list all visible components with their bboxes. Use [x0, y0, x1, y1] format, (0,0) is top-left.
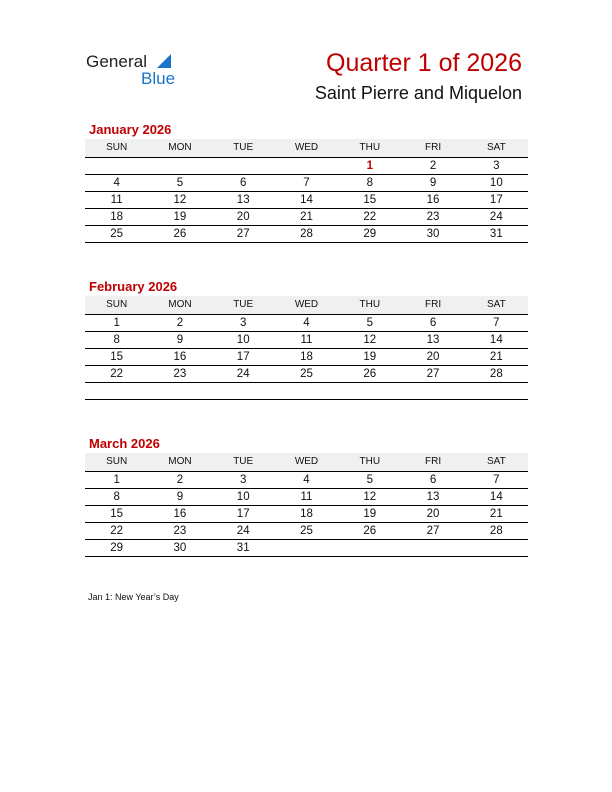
day-cell: 9 — [176, 334, 184, 346]
weekday-header — [85, 453, 528, 472]
day-cell: 16 — [173, 351, 187, 363]
day-cell: 31 — [236, 542, 250, 554]
day-cell: 16 — [426, 194, 440, 206]
weekday-label: TUE — [233, 456, 254, 467]
day-cell: 17 — [489, 194, 503, 206]
day-cell: 24 — [489, 211, 503, 223]
weekday-label: SAT — [486, 456, 506, 467]
weekday-label: MON — [168, 142, 192, 153]
generalblue-logo — [86, 52, 186, 92]
day-cell: 8 — [366, 177, 373, 189]
day-cell: 6 — [429, 317, 437, 329]
day-cell: 7 — [303, 177, 310, 189]
weekday-label: SUN — [106, 142, 128, 153]
day-cell: 10 — [236, 491, 250, 503]
day-cell — [401, 540, 464, 556]
day-cell: 22 — [110, 368, 124, 380]
day-cell: 23 — [173, 368, 187, 380]
week-row — [85, 209, 528, 226]
day-cell: 11 — [110, 194, 123, 206]
day-cell — [338, 540, 401, 556]
month-title: February 2026 — [89, 279, 178, 294]
day-cell — [275, 158, 338, 174]
day-cell: 19 — [173, 211, 187, 223]
week-row — [85, 506, 528, 523]
day-cell: 25 — [110, 228, 124, 240]
day-cell: 8 — [113, 334, 120, 346]
day-cell: 6 — [429, 474, 437, 486]
day-cell: 12 — [363, 491, 377, 503]
day-cell: 10 — [489, 177, 503, 189]
month-title: January 2026 — [89, 122, 172, 137]
day-cell: 26 — [173, 228, 187, 240]
week-row — [85, 175, 528, 192]
day-cell: 29 — [110, 542, 124, 554]
month-february — [85, 278, 528, 400]
day-cell: 3 — [240, 474, 247, 486]
day-cell — [275, 383, 338, 399]
logo-text-blue: Blue — [141, 69, 176, 88]
calendar-grid — [85, 453, 528, 557]
day-cell: 5 — [366, 474, 373, 486]
day-cell — [212, 158, 275, 174]
week-row — [85, 192, 528, 209]
day-cell: 26 — [363, 368, 377, 380]
week-row — [85, 523, 528, 540]
week-row — [85, 315, 528, 332]
weekday-label: SUN — [106, 456, 128, 467]
day-cell — [338, 383, 401, 399]
day-cell: 21 — [489, 508, 503, 520]
day-cell: 27 — [236, 228, 250, 240]
day-cell: 21 — [300, 211, 313, 223]
day-cell — [85, 158, 148, 174]
day-cell: 18 — [300, 508, 313, 520]
day-cell: 28 — [489, 525, 503, 537]
day-cell: 19 — [363, 351, 377, 363]
day-cell: 21 — [489, 351, 503, 363]
day-cell: 28 — [300, 228, 313, 240]
day-cell: 27 — [426, 525, 440, 537]
week-row — [85, 489, 528, 506]
day-cell: 19 — [363, 508, 377, 520]
holiday-note: Jan 1: New Year’s Day — [88, 592, 179, 602]
weekday-label: SAT — [486, 299, 506, 310]
weekday-label: TUE — [233, 142, 254, 153]
day-cell: 23 — [426, 211, 440, 223]
day-cell: 7 — [493, 317, 500, 329]
day-cell: 14 — [489, 334, 503, 346]
day-cell: 2 — [429, 160, 437, 172]
day-cell: 15 — [363, 194, 377, 206]
day-cell: 29 — [363, 228, 377, 240]
weekday-label: FRI — [424, 456, 442, 467]
day-cell — [465, 540, 528, 556]
weekday-label: MON — [168, 456, 192, 467]
weekday-label: WED — [294, 142, 319, 153]
weekday-label: WED — [294, 456, 319, 467]
day-cell: 2 — [176, 317, 184, 329]
weekday-label: FRI — [424, 299, 442, 310]
logo-flag-icon — [157, 54, 171, 68]
weekday-header — [85, 139, 528, 158]
day-cell: 24 — [236, 368, 250, 380]
day-cell — [85, 383, 148, 399]
day-cell: 4 — [303, 317, 310, 329]
weekday-label: SUN — [106, 299, 128, 310]
day-cell — [275, 540, 338, 556]
day-cell: 4 — [113, 177, 120, 189]
week-row — [85, 366, 528, 383]
week-row — [85, 332, 528, 349]
week-row — [85, 226, 528, 243]
week-row — [85, 349, 528, 366]
day-cell: 11 — [300, 491, 313, 503]
day-cell: 3 — [240, 317, 247, 329]
weekday-label: THU — [359, 299, 381, 310]
calendar-grid — [85, 296, 528, 400]
day-cell: 30 — [426, 228, 440, 240]
day-cell: 25 — [300, 525, 313, 537]
day-cell — [401, 383, 464, 399]
weekday-header — [85, 296, 528, 315]
day-cell: 10 — [236, 334, 250, 346]
day-cell: 12 — [363, 334, 377, 346]
month-march — [85, 435, 528, 557]
weekday-label: SAT — [486, 142, 506, 153]
day-cell: 31 — [489, 228, 503, 240]
day-cell: 5 — [176, 177, 184, 189]
page-title: Quarter 1 of 2026 — [326, 49, 522, 77]
weekday-label: THU — [359, 142, 381, 153]
day-cell: 22 — [110, 525, 124, 537]
weekday-label: WED — [294, 299, 319, 310]
week-row — [85, 383, 528, 400]
week-row — [85, 540, 528, 557]
day-cell: 1 — [113, 474, 120, 486]
day-cell — [148, 158, 211, 174]
day-cell: 13 — [426, 334, 440, 346]
day-cell: 7 — [493, 474, 500, 486]
day-cell: 4 — [303, 474, 310, 486]
day-cell: 26 — [363, 525, 377, 537]
calendar-grid — [85, 139, 528, 243]
day-cell — [465, 383, 528, 399]
day-cell: 27 — [426, 368, 440, 380]
month-title: March 2026 — [89, 436, 160, 451]
day-cell: 25 — [300, 368, 313, 380]
month-january — [85, 121, 528, 243]
day-cell: 9 — [429, 177, 437, 189]
day-cell: 14 — [300, 194, 313, 206]
day-cell: 20 — [236, 211, 250, 223]
day-cell: 14 — [489, 491, 503, 503]
day-cell: 17 — [236, 351, 250, 363]
weekday-label: THU — [359, 456, 381, 467]
day-cell: 22 — [363, 211, 377, 223]
day-cell: 17 — [236, 508, 250, 520]
day-cell — [148, 383, 211, 399]
day-cell: 2 — [176, 474, 184, 486]
day-cell: 18 — [110, 211, 124, 223]
week-row — [85, 472, 528, 489]
day-cell: 20 — [426, 508, 440, 520]
weekday-label: FRI — [424, 142, 442, 153]
day-cell: 3 — [493, 160, 500, 172]
day-cell: 15 — [110, 508, 124, 520]
day-cell: 1 — [366, 160, 373, 172]
week-row — [85, 158, 528, 175]
weekday-label: MON — [168, 299, 192, 310]
day-cell: 5 — [366, 317, 373, 329]
weekday-label: TUE — [233, 299, 254, 310]
day-cell: 16 — [173, 508, 187, 520]
day-cell: 15 — [110, 351, 124, 363]
day-cell: 30 — [173, 542, 187, 554]
day-cell: 23 — [173, 525, 187, 537]
day-cell: 8 — [113, 491, 120, 503]
day-cell: 11 — [300, 334, 313, 346]
logo-text-general: General — [86, 52, 148, 71]
day-cell: 24 — [236, 525, 250, 537]
day-cell: 20 — [426, 351, 440, 363]
day-cell: 28 — [489, 368, 503, 380]
day-cell: 13 — [236, 194, 250, 206]
day-cell: 9 — [176, 491, 184, 503]
day-cell: 1 — [113, 317, 120, 329]
day-cell: 18 — [300, 351, 313, 363]
day-cell — [212, 383, 275, 399]
page-subtitle: Saint Pierre and Miquelon — [314, 83, 522, 103]
day-cell: 12 — [173, 194, 187, 206]
day-cell: 13 — [426, 491, 440, 503]
day-cell: 6 — [240, 177, 247, 189]
